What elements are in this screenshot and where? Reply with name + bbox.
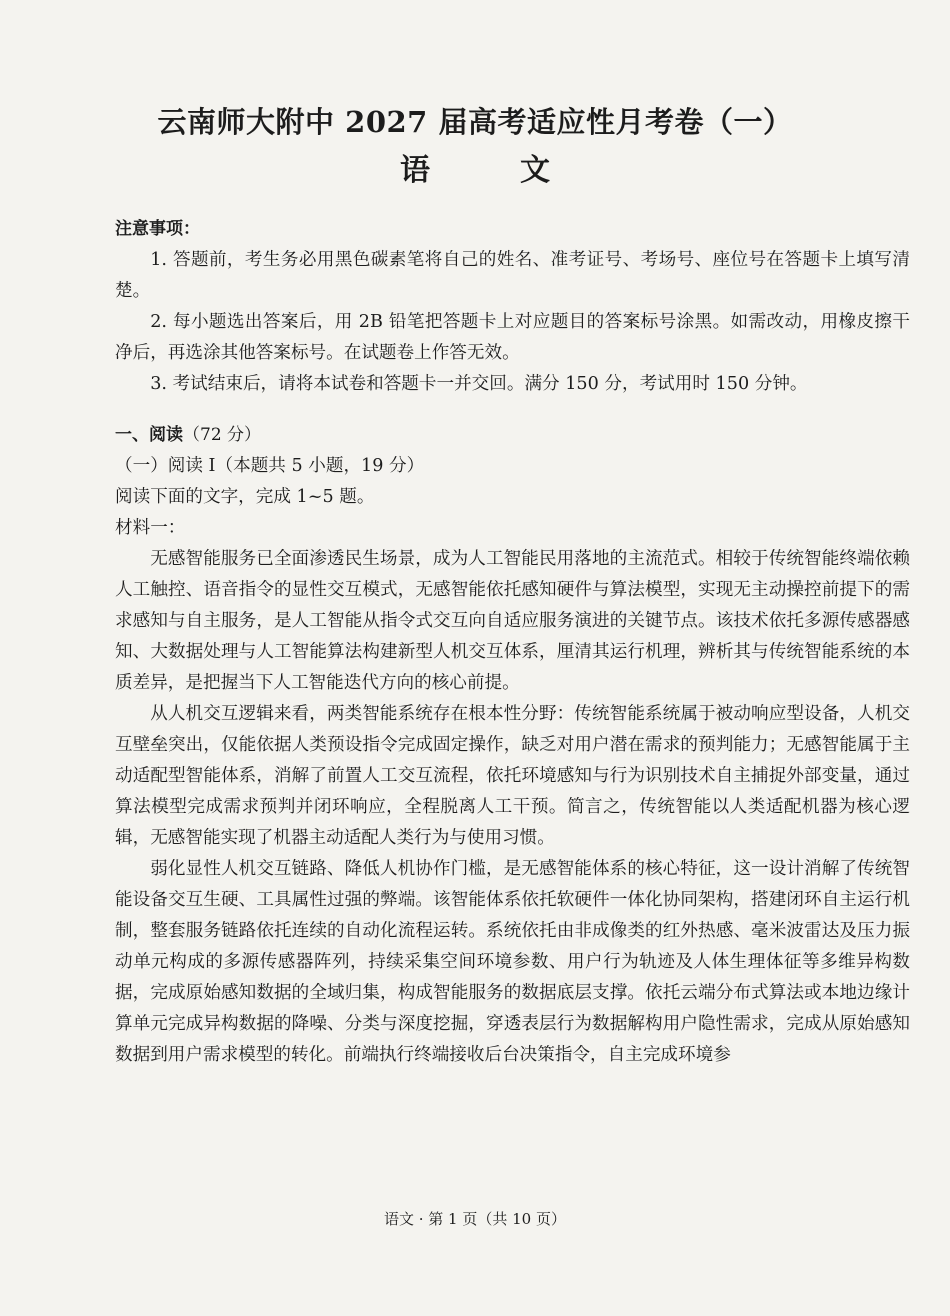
sub-section-heading: （一）阅读 I（本题共 5 小题，19 分）: [115, 456, 425, 476]
subject-title: 语 文: [400, 153, 580, 188]
material-paragraph-1: 无感智能服务已全面渗透民生场景，成为人工智能民用落地的主流范式。相较于传统智能终端依赖人工触控、语音指令的显性交互模式，无感智能依托感知硬件与算法模型，实现无主动操控前提下的需求感知与自主服务，是人工智能从指令式交互向自适应服务演进的关键节点。该技术依托多源传感器感知、大数据处理与人工智能算法构建新型人机交互体系，厘清其运行机理，辨析其与传统智能系统的本质差异，是把握当下人工智能迭代方向的核心前提。: [115, 549, 910, 693]
material-paragraph-2: 从人机交互逻辑来看，两类智能系统存在根本性分野：传统智能系统属于被动响应型设备，人机交互壁垒突出，仅能依据人类预设指令完成固定操作，缺乏对用户潜在需求的预判能力；无感智能属于主动适配型智能体系，消解了前置人工交互流程，依托环境感知与行为识别技术自主捕捉外部变量，通过算法模型完成需求预判并闭环响应，全程脱离人工干预。简言之，传统智能以人类适配机器为核心逻辑，无感智能实现了机器主动适配人类行为与使用习惯。: [115, 704, 910, 848]
notice-item-3: 3. 考试结束后，请将本试卷和答题卡一并交回。满分 150 分，考试用时 150 分钟。: [150, 374, 808, 394]
material-text: [115, 544, 910, 1071]
reading-instruction: 阅读下面的文字，完成 1~5 题。: [115, 487, 375, 507]
notice-heading: 注意事项：: [115, 219, 200, 239]
material-paragraph-3: 弱化显性人机交互链路、降低人机协作门槛，是无感智能体系的核心特征，这一设计消解了传统智能设备交互生硬、工具属性过强的弊端。该智能体系依托软硬件一体化协同架构，搭建闭环自主运行机制，整套服务链路依托连续的自动化流程运转。系统依托由非成像类的红外热感、毫米波雷达及压力振动单元构成的多源传感器阵列，持续采集空间环境参数、用户行为轨迹及人体生理体征等多维异构数据，完成原始感知数据的全域归集，构成智能服务的数据底层支撑。依托云端分布式算法或本地边缘计算单元完成异构数据的降噪、分类与深度挖掘，穿透表层行为数据解构用户隐性需求，完成从原始感知数据到用户需求模型的转化。前端执行终端接收后台决策指令，自主完成环境参: [115, 859, 910, 1065]
section-score: （72 分）: [183, 425, 262, 445]
exam-body: [115, 214, 910, 1071]
material-label: 材料一：: [115, 518, 186, 538]
notice-item-2: 2. 每小题选出答案后，用 2B 铅笔把答题卡上对应题目的答案标号涂黑。如需改动，用橡皮擦干净后，再选涂其他答案标号。在试题卷上作答无效。: [115, 312, 910, 363]
page-footer: 语文 · 第 1 页（共 10 页）: [383, 1210, 566, 1228]
exam-title: 云南师大附中 2027 届高考适应性月考卷（一）: [157, 105, 793, 139]
notice-item-1: 1. 答题前，考生务必用黑色碳素笔将自己的姓名、准考证号、考场号、座位号在答题卡上填写清楚。: [115, 250, 910, 301]
section-heading: [115, 420, 910, 451]
section-title: 一、阅读: [115, 425, 183, 445]
